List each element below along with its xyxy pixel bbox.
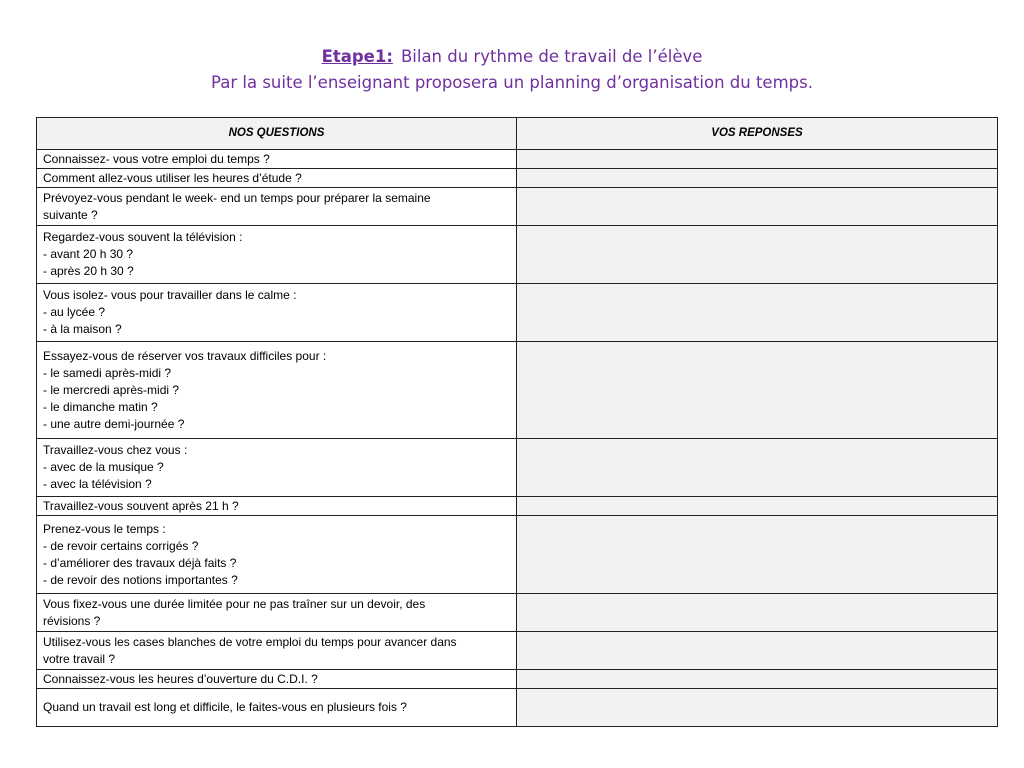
- answer-cell[interactable]: [517, 150, 998, 169]
- question-text: révisions ?: [43, 613, 101, 628]
- answer-cell[interactable]: [517, 594, 998, 632]
- question-cell: [37, 342, 517, 439]
- table-row: [37, 497, 998, 516]
- col-header-answers: VOS REPONSES: [517, 118, 998, 150]
- question-cell: [37, 169, 517, 188]
- question-text: Connaissez- vous votre emploi du temps ?: [43, 151, 270, 166]
- question-text: Prenez-vous le temps :: [43, 521, 166, 536]
- table-row: [37, 150, 998, 169]
- table-row: [37, 188, 998, 226]
- table-row: [37, 226, 998, 284]
- question-cell: [37, 226, 517, 284]
- question-text: Vous fixez-vous une durée limitée pour ne pas traîner sur un devoir, des: [43, 596, 426, 611]
- answer-cell[interactable]: [517, 188, 998, 226]
- question-cell: [37, 497, 517, 516]
- table-row: [37, 284, 998, 342]
- question-cell: [37, 594, 517, 632]
- table-header-row: [37, 118, 998, 150]
- question-cell: [37, 188, 517, 226]
- table-row: [37, 342, 998, 439]
- question-text: - le samedi après-midi ?: [43, 365, 172, 380]
- question-text: Prévoyez-vous pendant le week- end un temps pour préparer la semaine: [43, 190, 431, 205]
- table-row: [37, 439, 998, 497]
- question-text: - une autre demi-journée ?: [43, 416, 185, 431]
- question-text: - avec de la musique ?: [43, 460, 164, 474]
- question-cell: [37, 439, 517, 497]
- question-text: - de revoir des notions importantes ?: [43, 572, 238, 587]
- table-row: [37, 632, 998, 670]
- answer-cell[interactable]: [517, 670, 998, 689]
- answer-cell[interactable]: [517, 439, 998, 497]
- question-text: - au lycée ?: [43, 305, 106, 319]
- table-row: [37, 670, 998, 689]
- answer-cell[interactable]: [517, 284, 998, 342]
- question-cell: [37, 516, 517, 594]
- question-text: - avec la télévision ?: [43, 477, 152, 491]
- table-row: [37, 516, 998, 594]
- question-cell: [37, 284, 517, 342]
- questionnaire-table: [36, 117, 998, 727]
- question-text: Essayez-vous de réserver vos travaux difficiles pour :: [43, 348, 327, 363]
- answer-cell[interactable]: [517, 342, 998, 439]
- title-line: [0, 44, 1024, 70]
- question-cell: [37, 670, 517, 689]
- question-text: Travaillez-vous chez vous :: [43, 443, 188, 457]
- page-header: [0, 44, 1024, 96]
- answer-cell[interactable]: [517, 632, 998, 670]
- question-text: Comment allez-vous utiliser les heures d’étude ?: [43, 170, 302, 185]
- question-text: - après 20 h 30 ?: [43, 264, 134, 278]
- question-text: - d’améliorer des travaux déjà faits ?: [43, 555, 237, 570]
- question-text: Utilisez-vous les cases blanches de votre emploi du temps pour avancer dans: [43, 634, 457, 649]
- question-text: Regardez-vous souvent la télévision :: [43, 230, 243, 244]
- answer-cell[interactable]: [517, 169, 998, 188]
- question-text: - le mercredi après-midi ?: [43, 382, 180, 397]
- page-subtitle: Par la suite l’enseignant proposera un planning d’organisation du temps.: [211, 73, 813, 92]
- question-text: - à la maison ?: [43, 322, 122, 336]
- answer-cell[interactable]: [517, 226, 998, 284]
- question-cell: [37, 150, 517, 169]
- answer-cell[interactable]: [517, 497, 998, 516]
- question-text: - avant 20 h 30 ?: [43, 247, 134, 261]
- step-label: Etape1:: [321, 47, 393, 66]
- answer-cell[interactable]: [517, 689, 998, 727]
- question-cell: [37, 632, 517, 670]
- question-text: Connaissez-vous les heures d’ouverture du C.D.I. ?: [43, 671, 318, 686]
- table-row: [37, 594, 998, 632]
- question-text: Quand un travail est long et difficile, le faites-vous en plusieurs fois ?: [43, 700, 407, 714]
- page-title: Bilan du rythme de travail de l’élève: [400, 47, 703, 66]
- question-text: - de revoir certains corrigés ?: [43, 538, 199, 553]
- table-body: [37, 150, 998, 727]
- col-header-questions: NOS QUESTIONS: [37, 118, 517, 150]
- question-text: Travaillez-vous souvent après 21 h ?: [43, 498, 239, 513]
- question-cell: [37, 689, 517, 727]
- question-text: - le dimanche matin ?: [43, 399, 158, 414]
- table-row: [37, 169, 998, 188]
- question-text: suivante ?: [43, 207, 98, 222]
- answer-cell[interactable]: [517, 516, 998, 594]
- table-row: [37, 689, 998, 727]
- question-text: Vous isolez- vous pour travailler dans le calme :: [43, 288, 297, 302]
- question-text: votre travail ?: [43, 651, 116, 666]
